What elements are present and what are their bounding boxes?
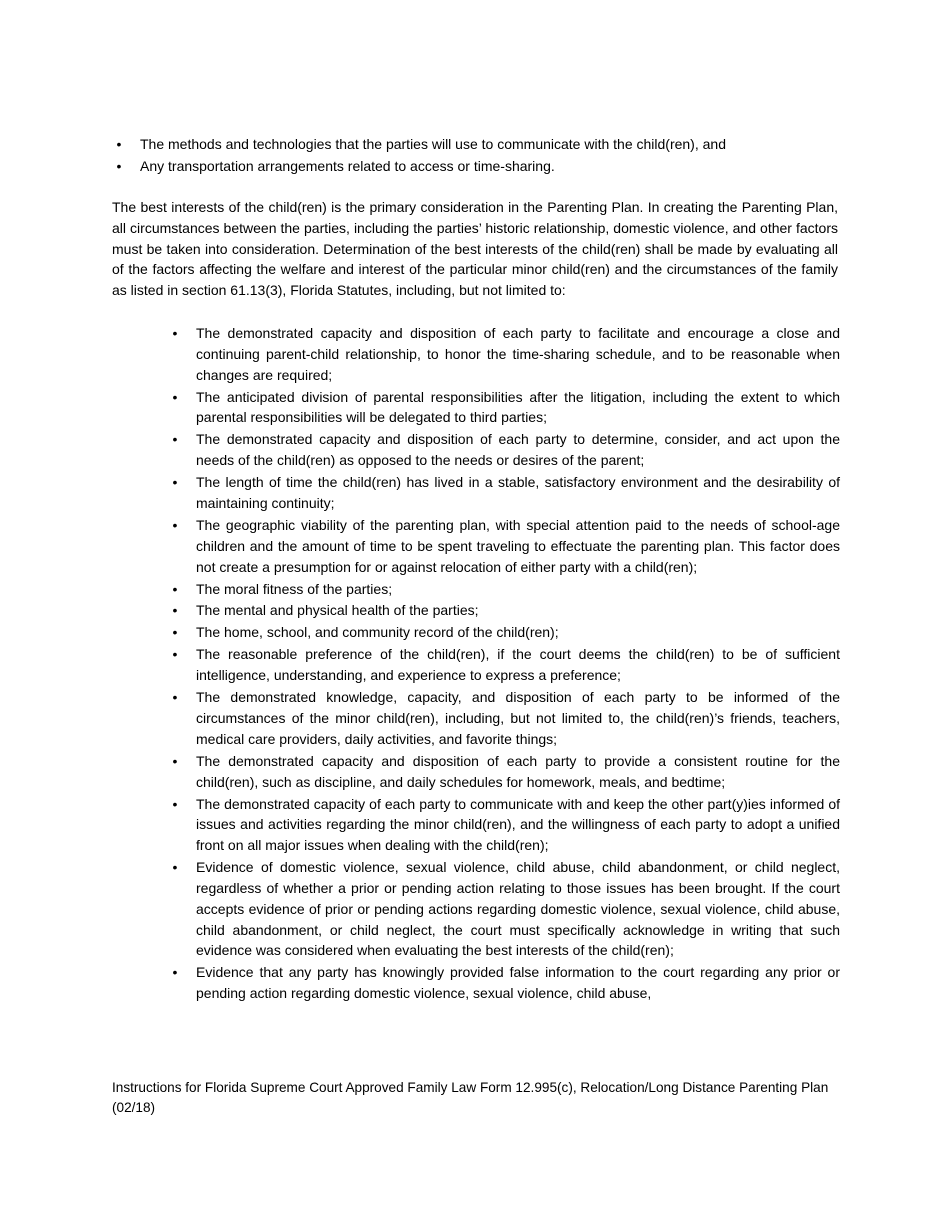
intro-paragraph: The best interests of the child(ren) is the primary consideration in the Parenting Plan. In creating the Parenting Plan, all circumstances between the parties, including the parties’ historic relationship, domestic violence, and other factors must be taken into consideration. Determination of the best interests of the child(ren) shall be made by evaluating all of the factors affecting the welfare and interest of the particular minor child(ren) and the circumstances of the family as listed in section 61.13(3), Florida Statutes, including, but not limited to:: [112, 199, 838, 299]
list-item-text: The geographic viability of the parenting plan, with special attention paid to the needs of school-age children and the amount of time to be spent traveling to effectuate the parenting plan. This factor does not create a presumption for or against relocation of either party with a child(ren);: [196, 516, 840, 575]
top-bullet-list: [112, 134, 842, 179]
bullet-icon: •: [172, 646, 178, 663]
list-item-text: The reasonable preference of the child(ren), if the court deems the child(ren) to be of sufficient intelligence, understanding, and experience to express a preference;: [196, 646, 840, 684]
list-item: [112, 156, 842, 177]
list-item: [168, 515, 840, 577]
bullet-icon: •: [172, 602, 178, 619]
list-item-text: The mental and physical health of the parties;: [196, 602, 479, 619]
list-item-text: The moral fitness of the parties;: [196, 580, 393, 597]
list-item: [168, 644, 840, 686]
list-item: [168, 622, 840, 643]
best-interest-factors-list: [168, 323, 840, 1005]
list-item-text: The demonstrated capacity and disposition of each party to facilitate and encourage a close and continuing parent-child relationship, to honor the time-sharing schedule, and to be reasonable when changes are required;: [196, 325, 840, 383]
bullet-icon: •: [172, 859, 178, 876]
bullet-icon: •: [116, 158, 122, 175]
bullet-icon: •: [172, 474, 178, 491]
list-item-text: The demonstrated knowledge, capacity, and disposition of each party to be informed of the circumstances of the minor child(ren), including, but not limited to, the child(ren)’s friends, teachers, medical care providers, daily activities, and favorite things;: [196, 689, 840, 747]
list-item: [168, 387, 840, 429]
bullet-icon: •: [172, 795, 178, 812]
list-item-text: Any transportation arrangements related to access or time-sharing.: [140, 158, 555, 175]
page-footer: Instructions for Florida Supreme Court Approved Family Law Form 12.995(c), Relocation/Long Distance Parenting Plan (02/18): [112, 1080, 829, 1116]
list-item: [168, 751, 840, 793]
list-item: [168, 857, 840, 961]
list-item-text: The methods and technologies that the parties will use to communicate with the child(ren), and: [140, 136, 726, 152]
list-item-text: The length of time the child(ren) has lived in a stable, satisfactory environment and the desirability of maintaining continuity;: [196, 474, 840, 511]
bullet-icon: •: [172, 624, 178, 641]
list-item: [168, 429, 840, 471]
bullet-icon: •: [172, 516, 178, 533]
bullet-icon: •: [172, 325, 178, 341]
list-item: [168, 323, 840, 385]
bullet-icon: •: [116, 136, 122, 152]
bullet-icon: •: [172, 689, 178, 706]
list-item: [168, 687, 840, 749]
bullet-icon: •: [172, 964, 178, 981]
list-item-text: The demonstrated capacity and disposition of each party to determine, consider, and act upon the needs of the child(ren) as opposed to the needs or desires of the parent;: [196, 431, 840, 469]
list-item-text: Evidence that any party has knowingly provided false information to the court regarding any prior or pending action regarding domestic violence, sexual violence, child abuse,: [196, 964, 840, 1002]
bullet-icon: •: [172, 580, 178, 597]
list-item: [168, 794, 840, 856]
list-item-text: The anticipated division of parental responsibilities after the litigation, including the extent to which parental responsibilities will be delegated to third parties;: [196, 388, 840, 426]
list-item-text: The home, school, and community record of the child(ren);: [196, 624, 559, 641]
list-item: [168, 962, 840, 1004]
bullet-icon: •: [172, 388, 178, 405]
list-item: [168, 600, 840, 621]
list-item-text: Evidence of domestic violence, sexual violence, child abuse, child abandonment, or child neglect, regardless of whether a prior or pending action relating to those issues has been brought. If the court accepts evidence of prior or pending actions regarding domestic violence, sexual violence, child abuse, child abandonment, or child neglect, the court must specifically acknowledge in writing that such evidence was considered when evaluating the best interests of the child(ren);: [196, 859, 840, 959]
bullet-icon: •: [172, 431, 178, 448]
list-item: [112, 134, 842, 155]
bullet-icon: •: [172, 752, 178, 769]
list-item: [168, 472, 840, 514]
list-item-text: The demonstrated capacity of each party to communicate with and keep the other part(y)ies informed of issues and activities regarding the minor child(ren), and the willingness of each party to adopt a unified front on all major issues when dealing with the child(ren);: [196, 795, 840, 854]
list-item-text: The demonstrated capacity and disposition of each party to provide a consistent routine for the child(ren), such as discipline, and daily schedules for homework, meals, and bedtime;: [196, 752, 840, 790]
list-item: [168, 579, 840, 600]
